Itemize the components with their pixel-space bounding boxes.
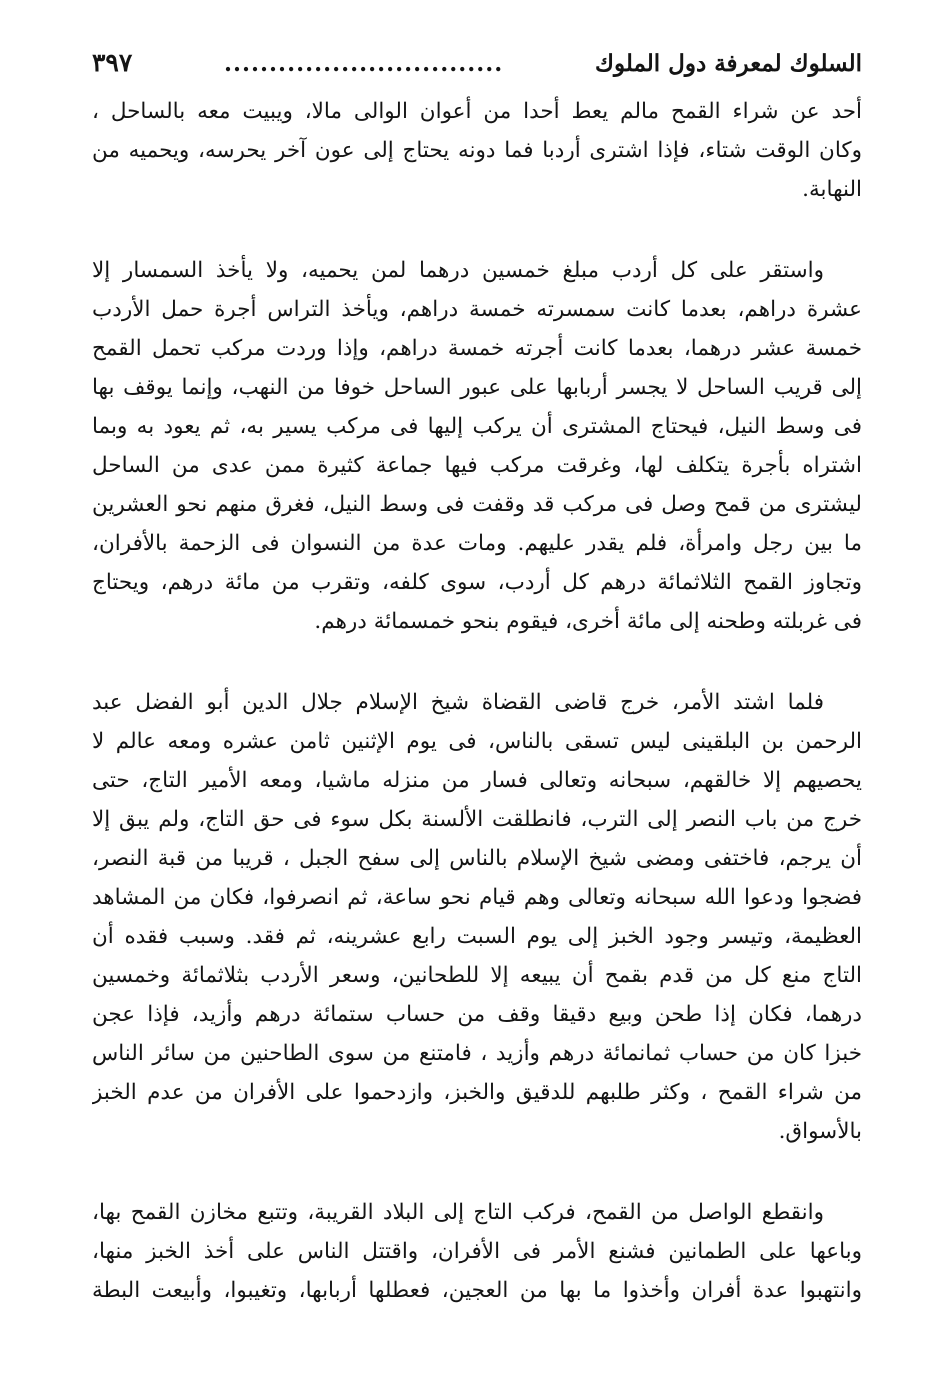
text-line: فضجوا ودعوا الله سبحانه وتعالى وهم قيام نحو ساعة، ثم انصرفوا، فكان من المشاهد <box>92 885 862 910</box>
book-page <box>92 48 862 1310</box>
text-line: درهما، فكان إذا طحن وبيع دقيقا وقف من حساب ستمائة درهم وأزيد، فإذا عجن <box>92 1002 862 1027</box>
paragraph-gap <box>92 1151 862 1193</box>
text-line: التاج منع كل من قدم بقمح أن يبيعه إلا للطحانين، وسعر الأردب بثلاثمائة وخمسين <box>92 963 862 988</box>
page-header <box>92 48 862 92</box>
text-line: وانتهبوا عدة أفران وأخذوا ما بها من العجين، فعطلها أربابها، وتغيبوا، وأبيعت البطة <box>92 1278 862 1303</box>
text-line: النهابة. <box>802 177 862 202</box>
text-line: اشتراه بأجرة يتكلف لها، وغرقت مركب فيها جماعة كثيرة ممن عدى من الساحل <box>92 453 862 478</box>
text-line: إلى قريب الساحل لا يجسر أربابها على عبور الساحل خوفا من النهب، وإنما يوقف بها <box>92 375 862 400</box>
paragraph-2 <box>92 251 862 641</box>
paragraph-gap <box>92 641 862 683</box>
text-line: خبزا كان من حساب ثمانمائة درهم وأزيد ، فامتنع من سوى الطاحنين من سائر الناس <box>92 1041 862 1066</box>
text-line: أحد عن شراء القمح مالم يعط أحدا من أعوان الوالى مالا، ويبيت معه بالساحل ، <box>92 99 862 124</box>
text-line: وتجاوز القمح الثلاثمائة درهم كل أردب، سوى كلفه، وتقرب من مائة درهم، ويحتاج <box>92 570 862 595</box>
text-line: فلما اشتد الأمر، خرج قاضى القضاة شيخ الإسلام جلال الدين أبو الفضل عبد <box>92 690 824 715</box>
text-line: فى وسط النيل، فيحتاج المشترى أن يركب إليها فى مركب يسير به، ثم يعود به وبما <box>92 414 862 439</box>
text-line: بالأسواق. <box>778 1119 862 1144</box>
text-line: وكان الوقت شتاء، فإذا اشترى أردبا فما دونه يحتاج إلى عون آخر يحرسه، ويحميه من <box>92 138 862 163</box>
header-leader-dots: ............................... <box>224 50 504 77</box>
text-line: وانقطع الواصل من القمح، فركب التاج إلى البلاد القريبة، وتتبع مخازن القمح بها، <box>92 1200 824 1225</box>
text-line: عشرة دراهم، بعدما كانت سمسرته خمسة دراهم، ويأخذ التراس أجرة حمل الأردب <box>92 297 862 322</box>
text-line: يحصيهم إلا خالقهم، سبحانه وتعالى فسار من منزله ماشيا، ومعه الأمير التاج، حتى <box>92 768 862 793</box>
paragraph-gap <box>92 209 862 251</box>
text-line: ما بين رجل وامرأة، فلم يقدر عليهم. ومات عدة من النسوان فى الزحمة بالأفران، <box>92 531 862 556</box>
text-line: فى غربلته وطحنه إلى مائة أخرى، فيقوم بنحو خمسمائة درهم. <box>314 609 862 634</box>
page-number: ٣٩٧ <box>92 48 133 77</box>
paragraph-3 <box>92 683 862 1151</box>
paragraph-4 <box>92 1193 862 1310</box>
running-title: السلوك لمعرفة دول الملوك <box>594 50 862 77</box>
text-line: خمسة عشر درهما، بعدما كانت أجرته خمسة دراهم، وإذا وردت مركب تحمل القمح <box>92 336 862 361</box>
text-line: وباعها على الطمانين فشنع الأمر فى الأفران، واقتتل الناس على أخذ الخبز منها، <box>92 1239 862 1264</box>
text-line: الرحمن بن البلقينى ليس تسقى بالناس، فى يوم الإثنين ثامن عشره ومعه عالم لا <box>92 729 862 754</box>
paragraph-1 <box>92 92 862 209</box>
text-line: أن يرجم، فاختفى ومضى شيخ الإسلام بالناس إلى سفح الجبل ، قريبا من قبة النصر، <box>92 846 862 871</box>
text-line: من شراء القمح ، وكثر طلبهم للدقيق والخبز، وازدحموا على الأفران من عدم الخبز <box>92 1080 862 1105</box>
text-line: خرج من باب النصر إلى الترب، فانطلقت الألسنة بكل سوء فى حق التاج، ولم يبق إلا <box>92 807 862 832</box>
text-line: العظيمة، وتيسر وجود الخبز إلى يوم السبت رابع عشرينه، ثم فقد. وسبب فقده أن <box>92 924 862 949</box>
text-line: واستقر على كل أردب مبلغ خمسين درهما لمن يحميه، ولا يأخذ السمسار إلا <box>92 258 824 283</box>
text-line: ليشترى من قمح وصل فى مركب قد وقفت فى وسط النيل، فغرق منهم نحو العشرين <box>92 492 862 517</box>
